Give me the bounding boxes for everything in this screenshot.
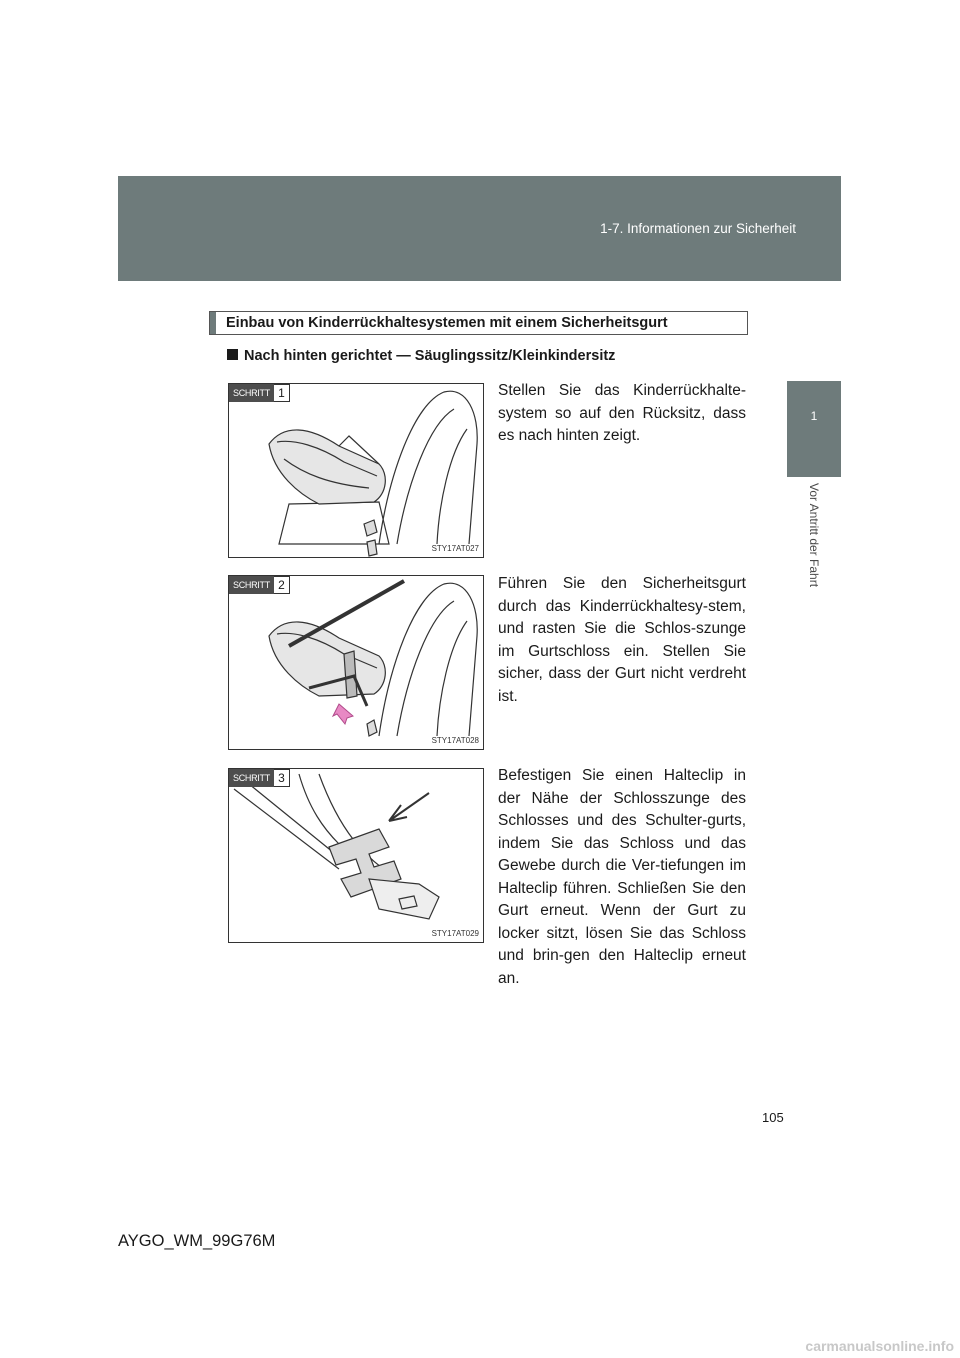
step-badge: [229, 384, 290, 402]
child-seat-on-rear-seat-illustration: [229, 384, 484, 558]
figure-step-3: [228, 768, 484, 943]
step-1-text: Stellen Sie das Kinderrückhalte-system so auf den Rücksitz, dass es nach hinten zeigt.: [498, 382, 746, 444]
locking-clip-illustration: [229, 769, 484, 943]
section-title: 1-7. Informationen zur Sicherheit: [600, 221, 796, 236]
figure-code: STY17AT027: [431, 544, 479, 553]
step-2-text: Führen Sie den Sicherheitsgurt durch das Kinderrückhaltesy-stem, und rasten Sie die Schlos-szunge im Gurtschloss ein. Stellen Sie sicher, dass der Gurt nicht verdreht ist.: [498, 575, 746, 705]
section-heading-text: Einbau von Kinderrückhaltesystemen mit einem Sicherheitsgurt: [226, 315, 668, 331]
step-badge: [229, 576, 290, 594]
step-badge-label: SCHRITT: [229, 576, 274, 594]
square-bullet-icon: [227, 349, 238, 360]
chapter-tab: [787, 381, 841, 477]
figure-step-1: [228, 383, 484, 558]
section-heading: [209, 311, 748, 335]
header-band: [118, 176, 841, 281]
step-badge-number: 3: [274, 769, 290, 787]
watermark: carmanualsonline.info: [805, 1338, 954, 1354]
seat-belt-routing-illustration: [229, 576, 484, 750]
chapter-number: 1: [810, 409, 818, 423]
figure-step-2: [228, 575, 484, 750]
document-code: AYGO_WM_99G76M: [118, 1232, 276, 1250]
subheading: [227, 348, 615, 364]
step-badge-label: SCHRITT: [229, 769, 274, 787]
subheading-text: Nach hinten gerichtet — Säuglingssitz/Kleinkindersitz: [244, 348, 616, 364]
figure-code: STY17AT029: [431, 929, 479, 938]
page-number: 105: [762, 1110, 784, 1125]
figure-code: STY17AT028: [431, 736, 479, 745]
step-badge-label: SCHRITT: [229, 384, 274, 402]
step-badge-number: 2: [274, 576, 290, 594]
step-badge-number: 1: [274, 384, 290, 402]
chapter-label: Vor Antritt der Fahrt: [807, 482, 821, 588]
step-3-text: Befestigen Sie einen Halteclip in der Nähe der Schlosszunge des Schlosses und des Schulter-gurts, indem Sie das Schloss und das Gewebe durch die Ver-tiefungen im Halteclip führen. Schließen Sie den Gurt erneut. Wenn der Gurt zu locker sitzt, lösen Sie das Schloss und brin-gen den Halteclip erneut an.: [498, 767, 746, 987]
step-badge: [229, 769, 290, 787]
